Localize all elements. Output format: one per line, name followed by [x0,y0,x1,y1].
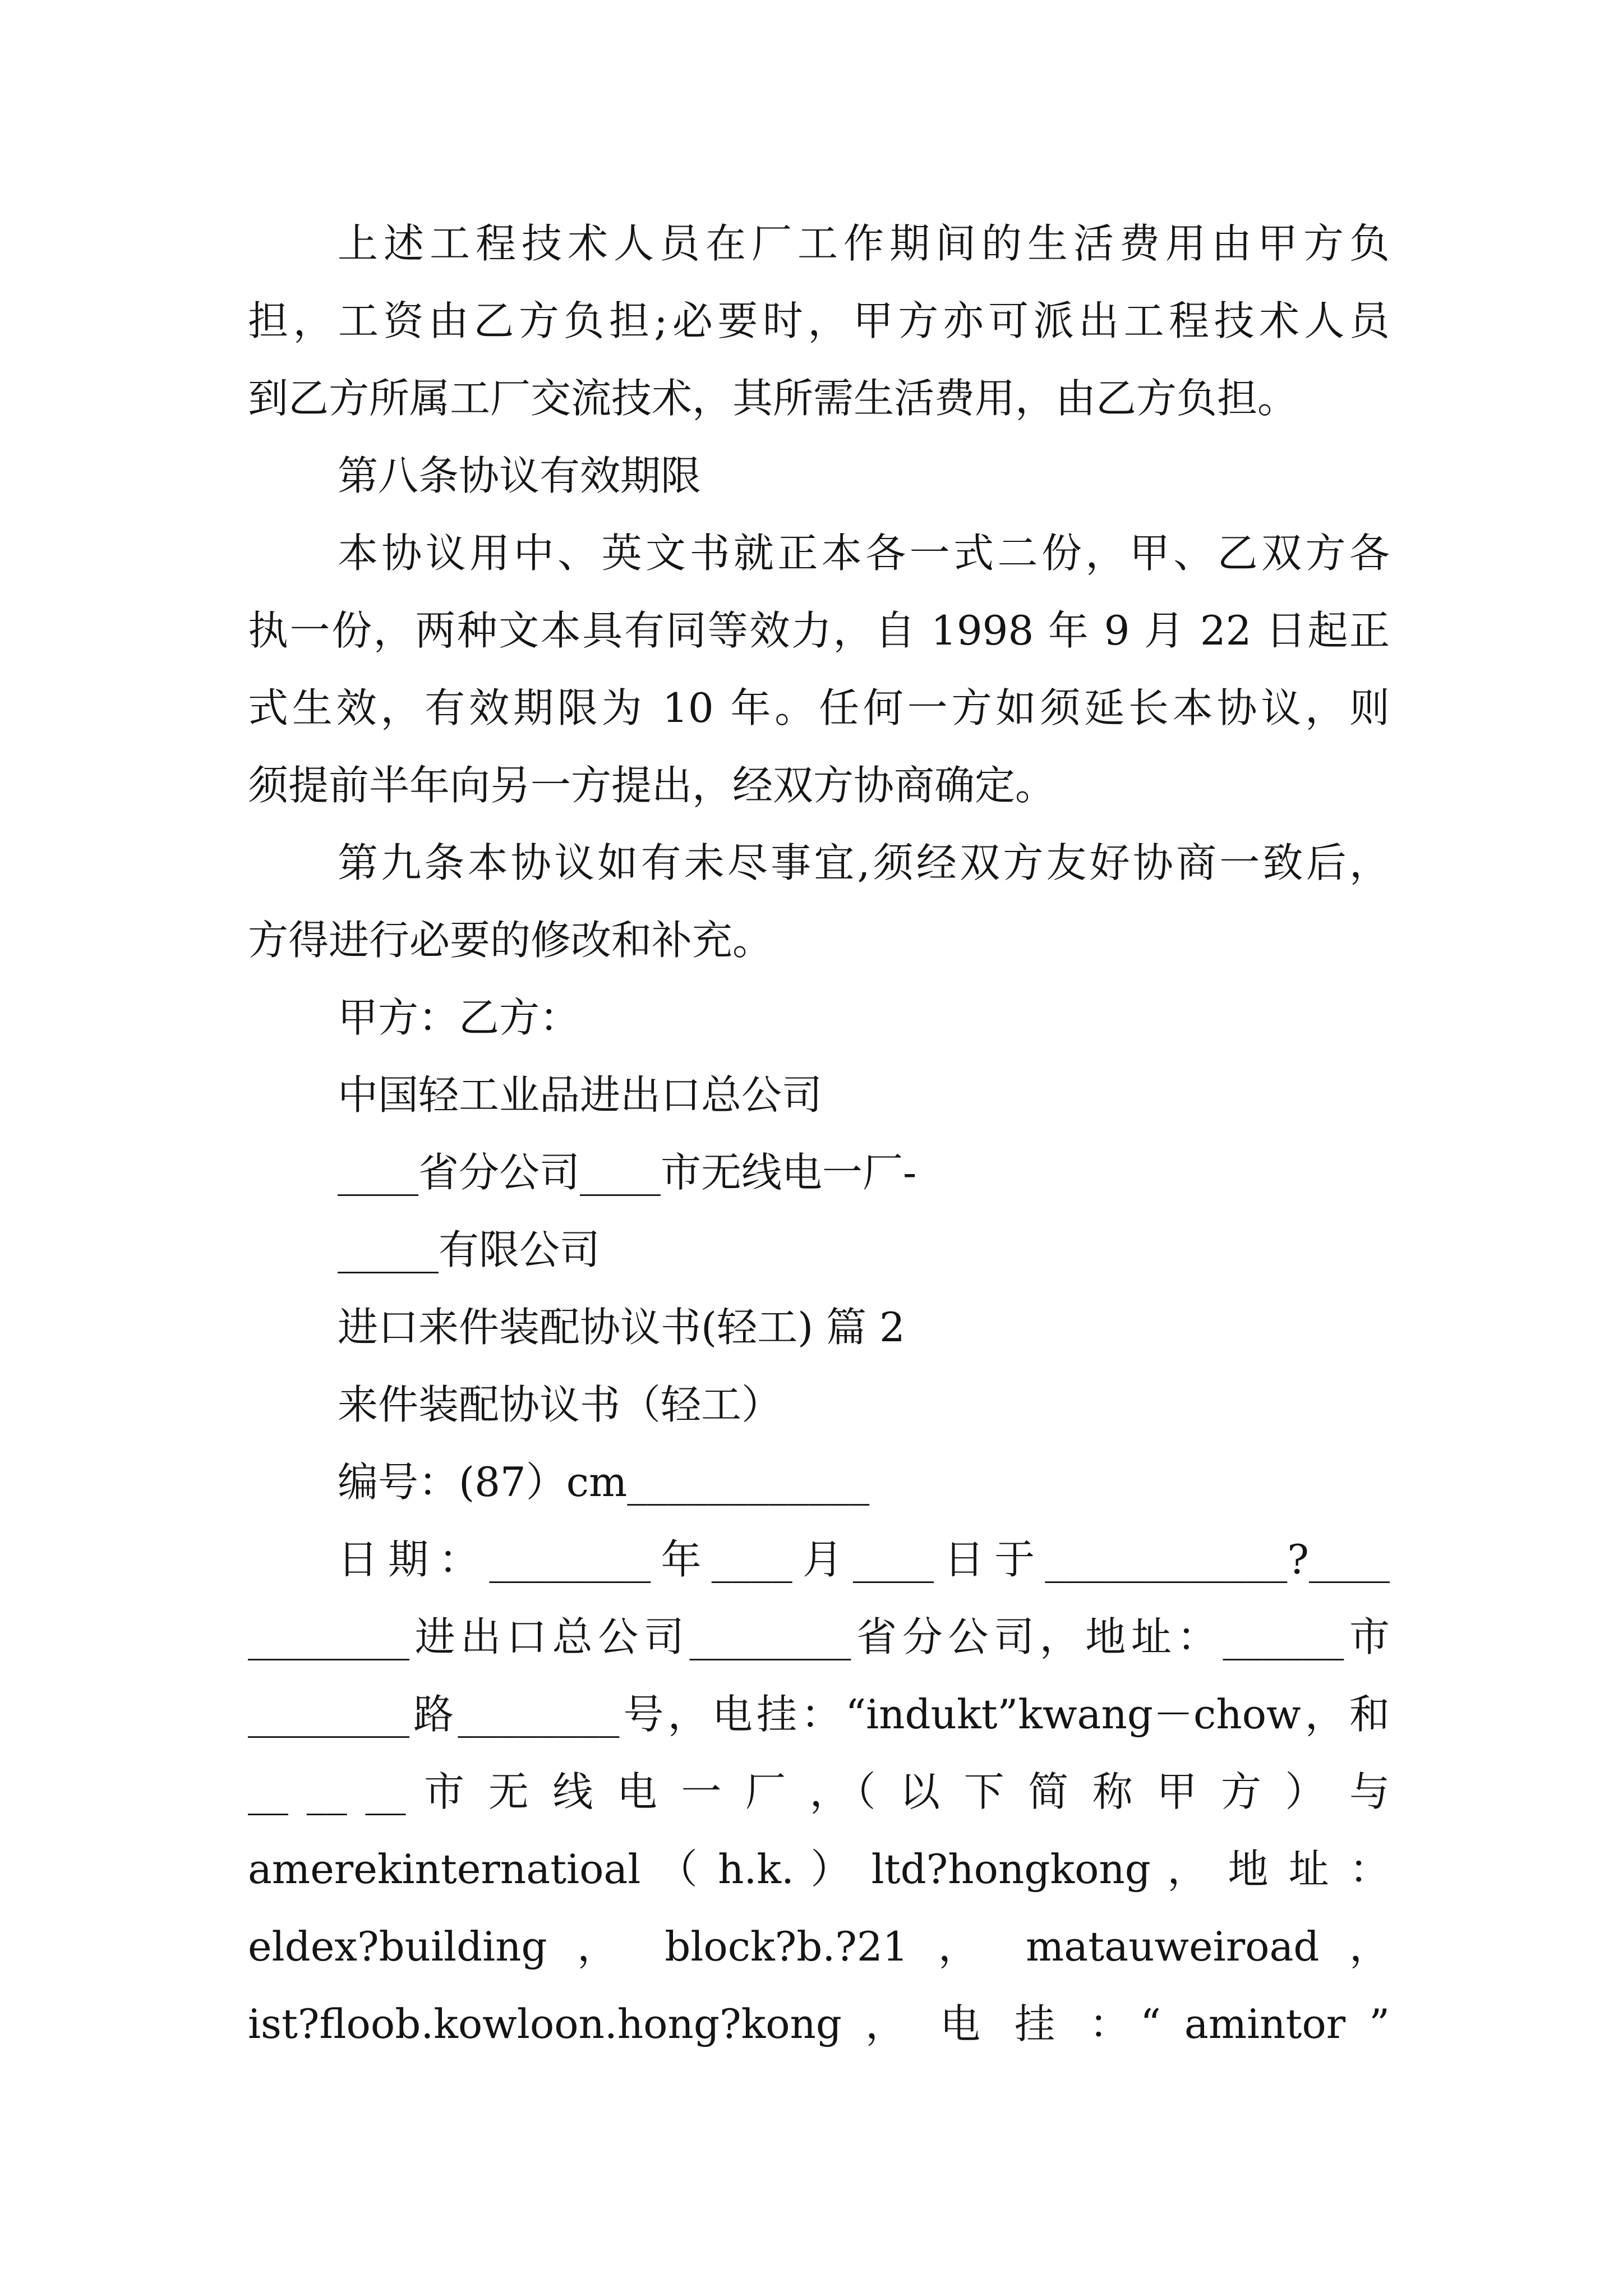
text-line: 须提前半年向另一方提出，经双方协商确定。 [248,762,1056,809]
party-labels: 甲方：乙方： [338,994,580,1041]
text-line: 担，工资由乙方负担;必要时，甲方亦可派出工程技术人员 [248,297,1390,344]
text-line: ist?floob.kowloon.hong?kong ， 电 挂 ：“ amintor ” [248,2000,1390,2047]
text-line: 本协议用中、英文书就正本各一式二份，甲、乙双方各 [338,530,1390,577]
paragraph-parties-addresses [248,1521,1390,2063]
text-line: amerekinternatioal （ h.k. ） ltd?hongkong ， 地 址 ： [248,1846,1390,1893]
document-body [248,205,1390,2063]
text-line: 第九条本协议如有未尽事宜,须经双方友好协商一致后， [338,839,1390,886]
text-line: 方得进行必要的修改和补充。 [248,917,773,964]
text-line: 到乙方所属工厂交流技术，其所需生活费用，由乙方负担。 [248,375,1298,422]
text-line: ________进出口总公司________省分公司，地址：______市 [248,1613,1390,1660]
text-line: 执一份，两种文本具有同等效力，自 1998 年 9 月 22 日起正 [248,607,1390,654]
section-2-title: 进口来件装配协议书(轻工) 篇 2 [338,1304,905,1351]
text-line: 式生效，有效期限为 10 年。任何一方如须延长本协议，则 [248,684,1390,731]
company-name-2: ____省分公司____市无线电一厂- [338,1149,917,1196]
agreement-number: 编号：(87）cm____________ [338,1458,870,1506]
paragraph-engineers-living-costs [248,205,1390,437]
section-2-subtitle: 来件装配协议书（轻工） [338,1381,782,1428]
text-line: ________路________号，电挂：“indukt”kwang－chow，和 [248,1691,1390,1738]
text-line: 日期：________年____月____日于____________?____ [338,1536,1390,1583]
company-name-3: _____有限公司 [338,1226,601,1273]
company-name-1: 中国轻工业品进出口总公司 [338,1071,823,1119]
text-line: 上述工程技术人员在厂工作期间的生活费用由甲方负 [338,220,1390,267]
paragraph-article-9 [248,824,1390,979]
article-8-heading: 第八条协议有效期限 [338,452,702,499]
text-line: eldex?building ， block?b.?21 ， matauweiroad ， [248,1923,1390,1970]
paragraph-agreement-validity [248,514,1390,824]
text-line: __ __ __ 市 无 线 电 一 厂 ，（ 以 下 简 称 甲 方 ） 与 [248,1768,1390,1815]
